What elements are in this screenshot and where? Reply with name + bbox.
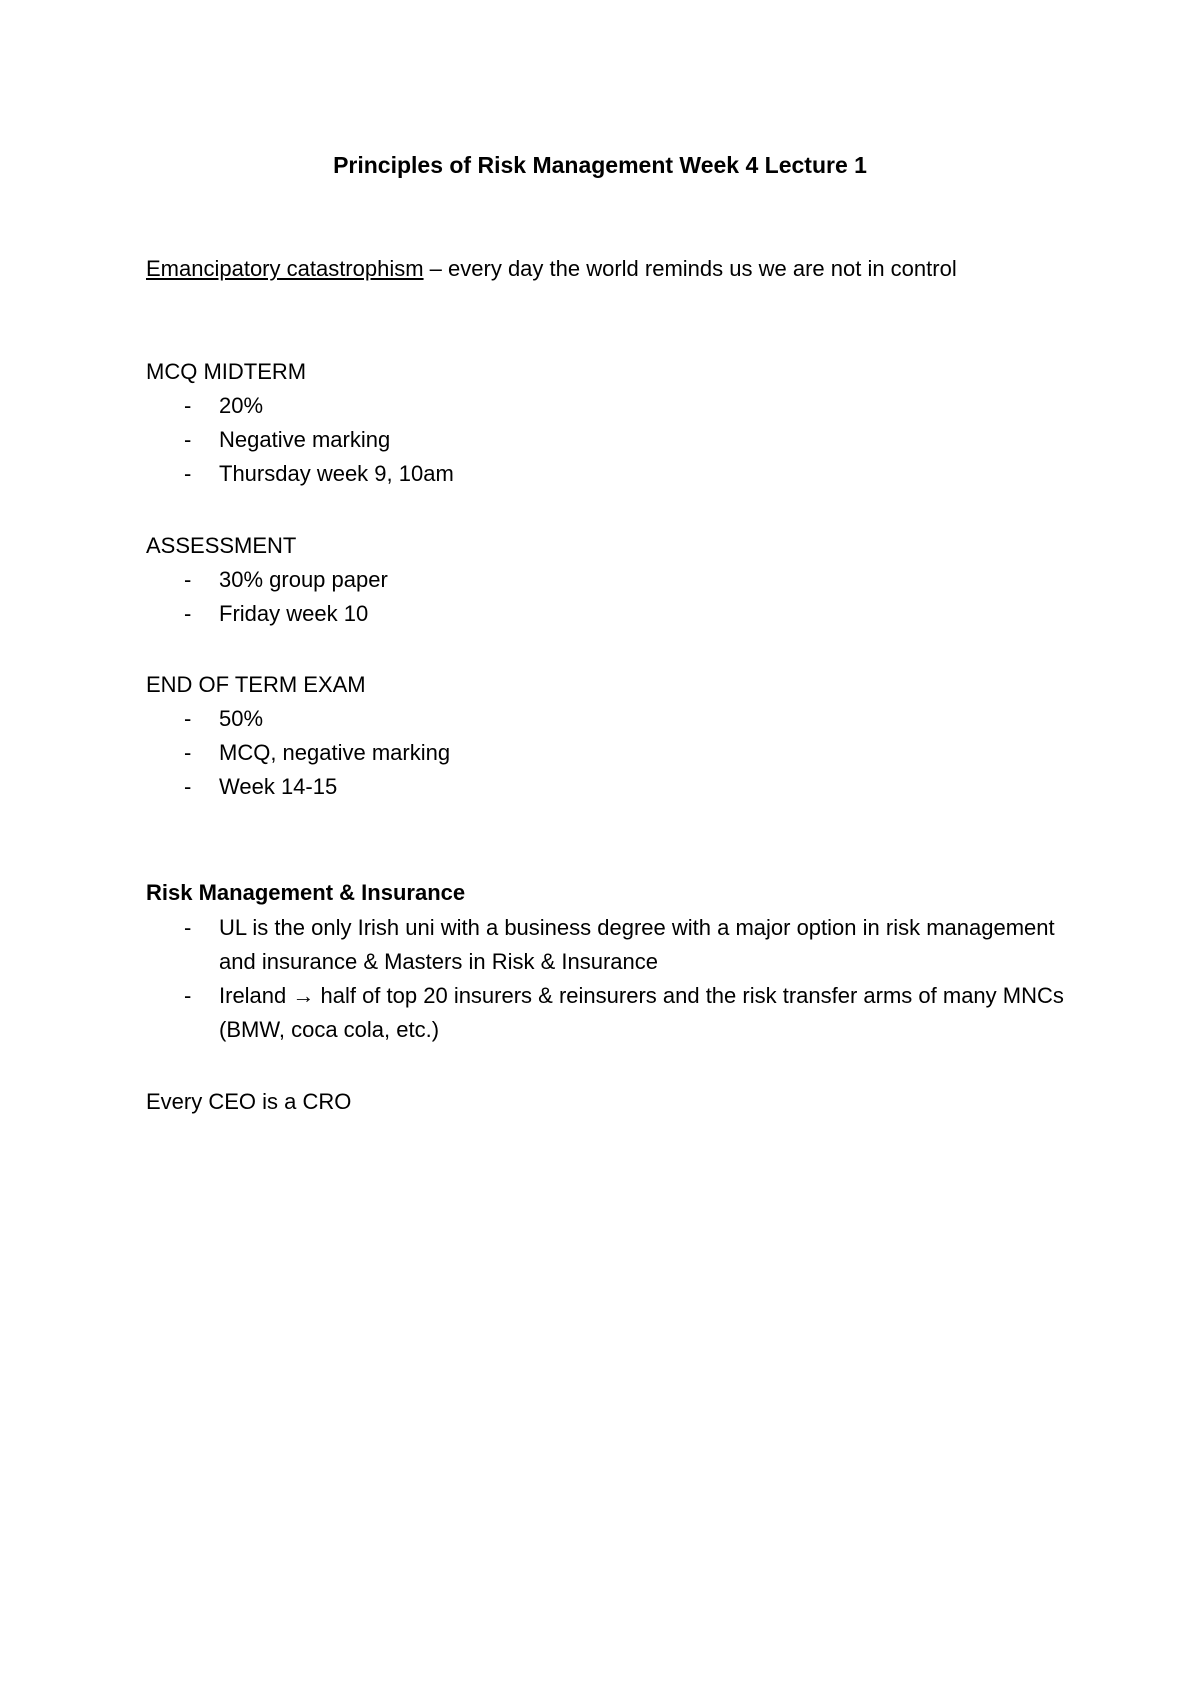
section-heading-mcq-midterm: MCQ MIDTERM bbox=[146, 359, 307, 384]
list-item: - Negative marking bbox=[146, 423, 1066, 457]
intro-separator: – bbox=[423, 256, 449, 281]
list-item: - Friday week 10 bbox=[146, 597, 1066, 631]
list-item: - 20% bbox=[146, 389, 1066, 423]
list-item: - 30% group paper bbox=[146, 563, 1066, 597]
section-heading-end-of-term-exam: END OF TERM EXAM bbox=[146, 672, 366, 697]
list-item: - UL is the only Irish uni with a business degree with a major option in risk management and insurance & Masters in Risk & Insurance bbox=[146, 911, 1066, 979]
assessment-list bbox=[146, 563, 1066, 631]
page-title: Principles of Risk Management Week 4 Lecture 1 bbox=[333, 152, 867, 178]
list-item: - Ireland → half of top 20 insurers & reinsurers and the risk transfer arms of many MNCs (BMW, coca cola, etc.) bbox=[146, 979, 1066, 1047]
intro-term: Emancipatory catastrophism bbox=[146, 256, 424, 281]
section-heading-risk-management: Risk Management & Insurance bbox=[146, 880, 466, 905]
dash-bullet: - bbox=[184, 983, 192, 1008]
section-heading-assessment: ASSESSMENT bbox=[146, 533, 297, 558]
dash-bullet: - bbox=[184, 915, 192, 940]
intro-definition: every day the world reminds us we are not in control bbox=[448, 256, 957, 281]
list-item: - MCQ, negative marking bbox=[146, 736, 1066, 770]
closing-line: Every CEO is a CRO bbox=[146, 1089, 352, 1114]
list-item: - 50% bbox=[146, 702, 1066, 736]
dash-bullet: - bbox=[184, 740, 192, 765]
dash-bullet: - bbox=[184, 393, 192, 418]
dash-bullet: - bbox=[184, 427, 192, 452]
intro-paragraph bbox=[146, 252, 1061, 286]
dash-bullet: - bbox=[184, 567, 192, 592]
dash-bullet: - bbox=[184, 706, 192, 731]
list-item: - Week 14-15 bbox=[146, 770, 1066, 804]
list-item: - Thursday week 9, 10am bbox=[146, 457, 1066, 491]
end-of-term-exam-list bbox=[146, 702, 1066, 804]
mcq-midterm-list bbox=[146, 389, 1066, 491]
dash-bullet: - bbox=[184, 601, 192, 626]
risk-management-list bbox=[146, 911, 1066, 1047]
dash-bullet: - bbox=[184, 774, 192, 799]
dash-bullet: - bbox=[184, 461, 192, 486]
